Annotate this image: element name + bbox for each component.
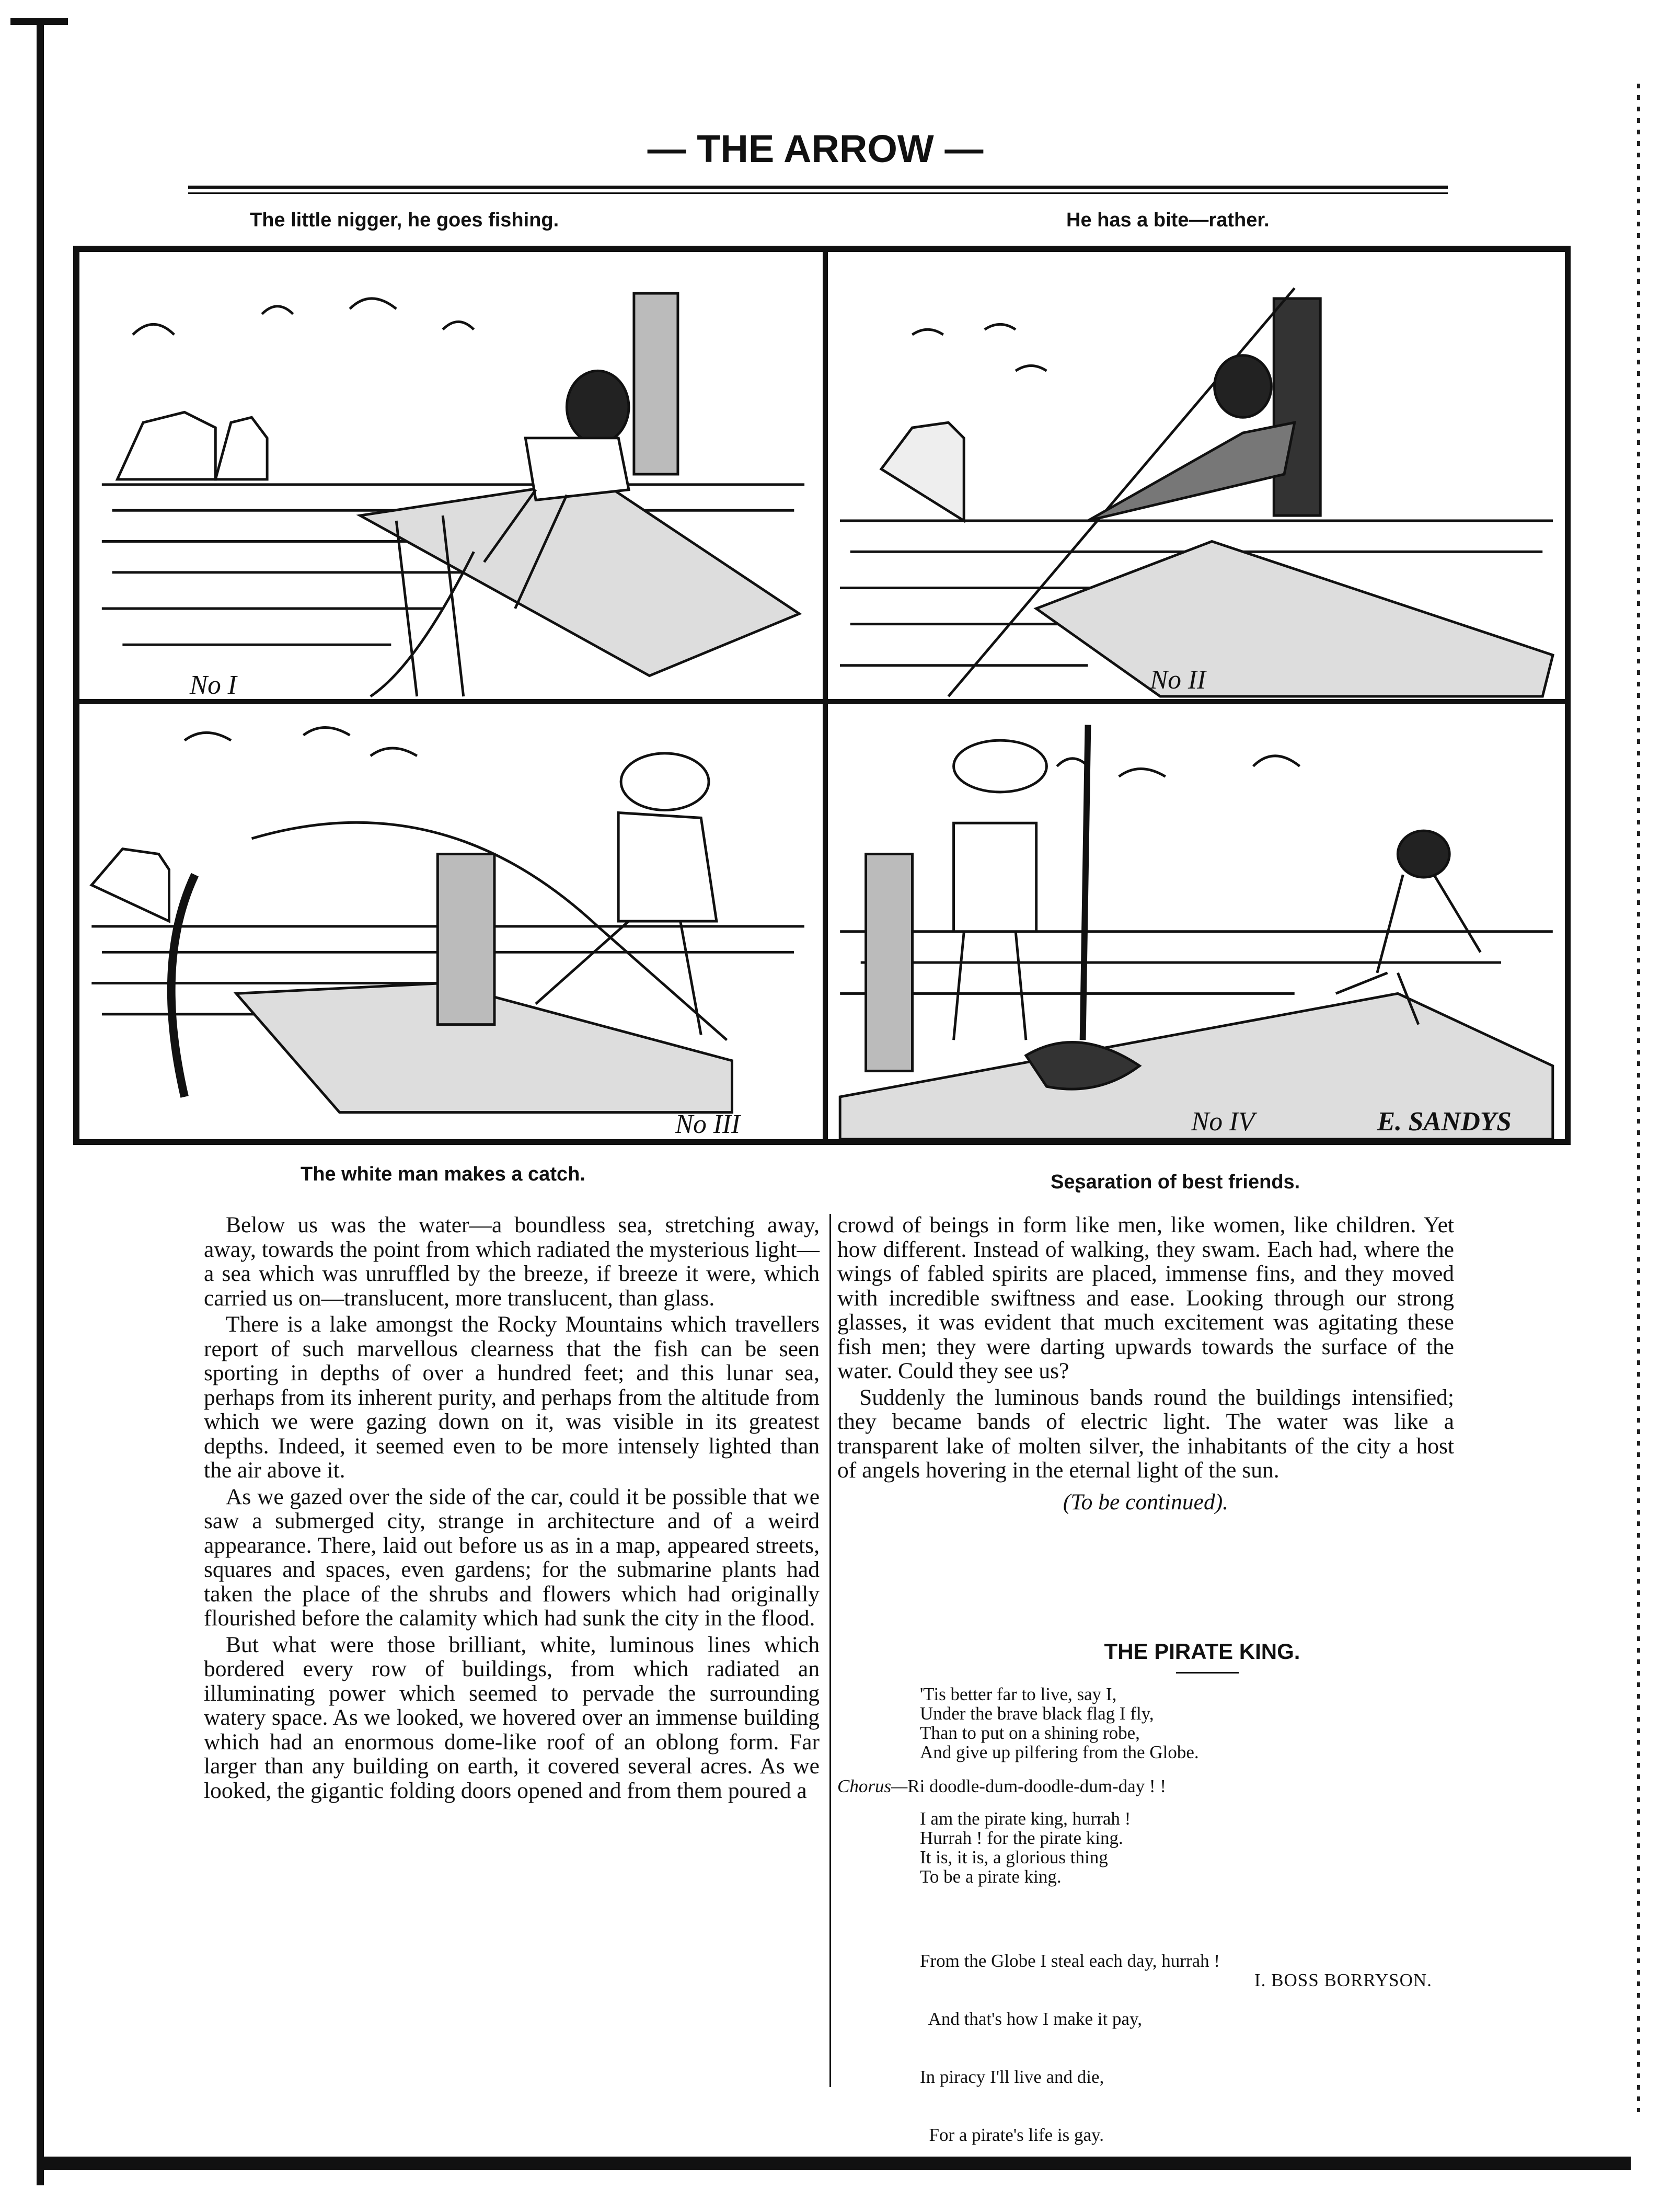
masthead-rule-thick — [188, 186, 1448, 189]
chorus-text: Ri doodle-dum-doodle-dum-day ! ! — [907, 1776, 1166, 1796]
panel-3-number: No III — [675, 1109, 740, 1139]
article-paragraph: Below us was the water—a boundless sea, stretching away, away, towards the point from which radiated the mysterious light—a sea which was unruffled by the breeze, if breeze it were, which carried us on—translucent, more translucent, than glass. — [204, 1212, 820, 1311]
right-edge-scan-artifact — [1637, 84, 1640, 2112]
poem-line: Under the brave black flag I fly, — [920, 1703, 1154, 1724]
bottom-margin-rule — [37, 2157, 1631, 2170]
panel-4-number: No IV — [1191, 1107, 1255, 1137]
panel-4-illustration — [828, 704, 1565, 1139]
artist-signature: E. SANDYS — [1377, 1107, 1512, 1137]
masthead-title: — THE ARROW — — [647, 127, 984, 170]
column-divider — [829, 1214, 831, 2087]
article-paragraph: Suddenly the luminous bands round the buildings intensified; they became bands of electric light. The water was like a transparent lake of molten silver, the inhabitants of the city a host of angels hovering in the eternal light of the sun. — [837, 1384, 1454, 1483]
poem-stanza-3 — [920, 1912, 1220, 2164]
poem-title-rule — [1176, 1672, 1239, 1674]
comic-panel-1 — [77, 249, 825, 702]
comic-panel-3 — [77, 702, 825, 1142]
article-paragraph: There is a lake amongst the Rocky Mountains which travellers report of such marvellous clearness that the fish can be seen sporting in depths of over a hundred feet; and this lunar sea, perhaps from its inherent purity, and perhaps from the altitude from which we were gazing down on it, was visible in its greatest depths. Indeed, it seemed even to be more intensely lighted than the air above it. — [204, 1312, 820, 1483]
panel-2-illustration — [828, 252, 1565, 699]
caption-panel-2: He has a bite—rather. — [1066, 209, 1270, 231]
to-be-continued: (To be continued). — [1063, 1489, 1229, 1515]
poem-title: THE PIRATE KING. — [1104, 1639, 1300, 1664]
article-paragraph: crowd of beings in form like men, like women, like children. Yet how different. Instead of walking, they swam. Each had, where the wings of fabled spirits are placed, immense fins, and they moved with incredible swiftness and ease. Looking through our strong glasses, it was evident that much excitement was agitating these fish men; they were darting upwards towards the surface of the water. Could they see us? — [837, 1212, 1454, 1383]
article-paragraph: As we gazed over the side of the car, could it be possible that we saw a submerged city, strange in architecture and of a weird appearance. There, laid out before us as in a map, appeared streets, squares and spaces, even gardens; for the submarine plants had taken the place of the shrubs and flowers which had originally flourished before the calamity which had sunk the city in the flood. — [204, 1484, 820, 1631]
poem-line: For a pirate's life is gay. — [920, 2125, 1104, 2145]
poem-line: And give up pilfering from the Globe. — [920, 1742, 1199, 1762]
poem-line: Hurrah ! for the pirate king. — [920, 1828, 1123, 1848]
article-column-right — [837, 1213, 1454, 1516]
poem-line: To be a pirate king. — [920, 1866, 1062, 1887]
poem-line: 'Tis better far to live, say I, — [920, 1684, 1117, 1704]
caption-panel-4: Seʂaration of best friends. — [1051, 1171, 1300, 1193]
panel-2-number: No II — [1150, 665, 1206, 695]
chorus-label: Chorus— — [837, 1776, 908, 1796]
left-margin-rule — [37, 21, 44, 2185]
poem-signature: I. BOSS BORRYSON. — [1254, 1970, 1432, 1990]
caption-panel-3: The white man makes a catch. — [301, 1163, 585, 1185]
poem-stanza-2 — [920, 1809, 1131, 1886]
comic-strip — [73, 246, 1571, 1145]
panel-1-number: No I — [189, 670, 237, 699]
panel-3-illustration — [79, 704, 823, 1139]
poem-line: Than to put on a shining robe, — [920, 1723, 1140, 1743]
article-column-left — [204, 1213, 820, 1805]
poem-line: It is, it is, a glorious thing — [920, 1847, 1108, 1867]
poem-stanza-1 — [920, 1684, 1199, 1762]
poem-line: I am the pirate king, hurrah ! — [920, 1808, 1131, 1829]
comic-panel-2 — [825, 249, 1567, 702]
poem-line: In piracy I'll live and die, — [920, 2067, 1104, 2087]
caption-panel-1: The little nigger, he goes fishing. — [250, 209, 559, 231]
article-paragraph: But what were those brilliant, white, luminous lines which bordered every row of buildings, from which radiated an illuminating power which seemed to pervade the surrounding watery space. As we looked, we hovered over an immense building which had an enormous dome-like roof of an oblong form. Far larger than any building on earth, it covered several acres. As we looked, the gigantic folding doors opened and from them poured a — [204, 1632, 820, 1803]
poem-line: And that's how I make it pay, — [920, 2009, 1142, 2029]
poem-line: From the Globe I steal each day, hurrah ! — [920, 1951, 1220, 1971]
comic-panel-4 — [825, 702, 1567, 1142]
masthead-rule-thin — [188, 192, 1448, 194]
panel-1-illustration — [79, 252, 823, 699]
poem-chorus — [837, 1776, 1166, 1797]
